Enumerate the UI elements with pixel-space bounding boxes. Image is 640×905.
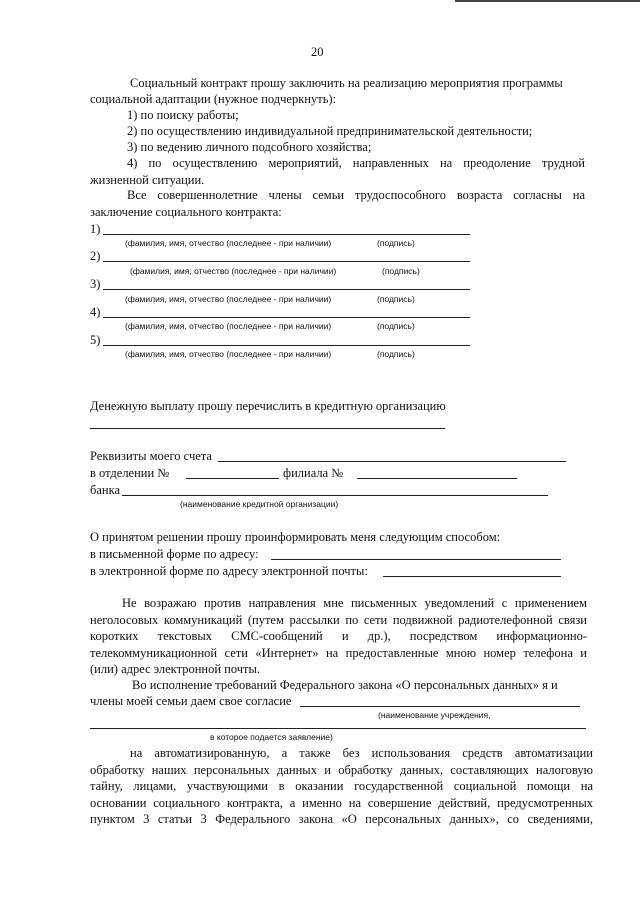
- no-objection-paragraph: [90, 595, 587, 678]
- notify-written-label: в письменной форме по адресу:: [90, 547, 259, 561]
- requisites-label: Реквизиты моего счета: [90, 449, 212, 463]
- processing-line-3: тайну, лицами, участвующими в оказании государственной социальной помощи на: [90, 779, 593, 793]
- option-4[interactable]: [90, 155, 585, 188]
- processing-line-1: на автоматизированную, а также без использования средств автоматизации: [130, 746, 593, 760]
- consent-intro-line-2: заключение социального контракта:: [90, 204, 282, 219]
- institution-caption-1: (наименование учреждения,: [378, 710, 491, 720]
- no-objection-line-1: Не возражаю против направления мне письменных уведомлений с применением: [122, 596, 587, 610]
- member-5-fio-caption: (фамилия, имя, отчество (последнее - при наличии): [125, 349, 332, 359]
- scan-edge-line: [455, 0, 640, 2]
- option-2[interactable]: 2) по осуществлению индивидуальной предпринимательской деятельности;: [127, 124, 533, 138]
- intro-line-1: Социальный контракт прошу заключить на реализацию мероприятия программы: [130, 76, 563, 90]
- member-4-line[interactable]: [103, 317, 470, 318]
- requisites-line[interactable]: [218, 461, 566, 462]
- member-2-line[interactable]: [103, 261, 470, 262]
- member-1-fio-caption: (фамилия, имя, отчество (последнее - при наличии): [125, 238, 332, 248]
- payment-title: Денежную выплату прошу перечислить в кредитную организацию: [90, 399, 446, 413]
- member-1-number: 1): [90, 222, 101, 236]
- pd-consent-line-2: члены моей семьи даем свое согласие: [90, 694, 292, 708]
- consent-intro-line-1: Все совершеннолетние члены семьи трудоспособного возраста согласны на: [127, 188, 585, 202]
- institution-line-1[interactable]: [300, 706, 580, 707]
- filial-line[interactable]: [357, 478, 517, 479]
- notify-electronic-label: в электронной форме по адресу электронной почты:: [90, 564, 368, 578]
- processing-paragraph: [90, 745, 593, 828]
- notify-electronic-line[interactable]: [383, 576, 561, 577]
- institution-line-2[interactable]: [90, 728, 586, 729]
- intro-line-2: социальной адаптации (нужное подчеркнуть):: [90, 92, 337, 106]
- member-4-sign-caption: (подпись): [377, 321, 415, 331]
- option-1[interactable]: 1) по поиску работы;: [127, 108, 239, 122]
- branch-label: в отделении №: [90, 466, 170, 480]
- filial-label: филиала №: [283, 466, 344, 480]
- no-objection-line-3: коротких текстовых СМС-сообщений и др.), посредством информационно-: [90, 629, 587, 643]
- option-4-line-2: жизненной ситуации.: [90, 172, 205, 187]
- member-1-sign-caption: (подпись): [377, 238, 415, 248]
- processing-line-4: основании социального контракта, а именно на совершение действий, предусмотренных: [90, 795, 593, 810]
- member-5-line[interactable]: [103, 345, 470, 346]
- no-objection-line-2: неголосовых коммуникаций (путем рассылки по сети подвижной радиотелефонной связи: [90, 612, 587, 627]
- member-5-number: 5): [90, 333, 101, 347]
- credit-org-line[interactable]: [90, 428, 445, 429]
- processing-line-5: пунктом 3 статьи 3 Федерального закона «О персональных данных», со сведениями,: [90, 812, 593, 826]
- no-objection-line-4: телекоммуникационной сети «Интернет» на предоставленные мною номер телефона и: [90, 645, 587, 660]
- member-5-sign-caption: (подпись): [377, 349, 415, 359]
- bank-caption: (наименование кредитной организации): [180, 499, 339, 509]
- member-3-sign-caption: (подпись): [377, 294, 415, 304]
- option-4-line-1: 4) по осуществлению мероприятий, направленных на преодоление трудной: [127, 156, 585, 170]
- member-2-sign-caption: (подпись): [382, 266, 420, 276]
- notify-title: О принятом решении прошу проинформировать меня следующим способом:: [90, 530, 501, 544]
- no-objection-line-5: (или) адрес электронной почты.: [90, 662, 261, 676]
- bank-label: банка: [90, 483, 121, 497]
- page-number: 20: [311, 45, 324, 59]
- member-3-fio-caption: (фамилия, имя, отчество (последнее - при наличии): [125, 294, 332, 304]
- institution-caption-2: в которое подается заявление): [210, 732, 333, 742]
- consent-intro: [90, 187, 585, 220]
- pd-consent-line-1: Во исполнение требований Федерального закона «О персональных данных» я и: [132, 678, 558, 692]
- bank-line[interactable]: [122, 495, 548, 496]
- member-4-fio-caption: (фамилия, имя, отчество (последнее - при наличии): [125, 321, 332, 331]
- branch-line[interactable]: [186, 478, 279, 479]
- member-4-number: 4): [90, 305, 101, 319]
- member-1-line[interactable]: [103, 234, 470, 235]
- member-3-number: 3): [90, 277, 101, 291]
- processing-line-2: обработку наших персональных данных и обработку данных, составляющих налоговую: [90, 762, 593, 777]
- member-2-fio-caption: (фамилия, имя, отчество (последнее - при наличии): [130, 266, 337, 276]
- option-3[interactable]: 3) по ведению личного подсобного хозяйства;: [127, 140, 372, 154]
- member-2-number: 2): [90, 249, 101, 263]
- member-3-line[interactable]: [103, 289, 470, 290]
- notify-written-line[interactable]: [271, 559, 561, 560]
